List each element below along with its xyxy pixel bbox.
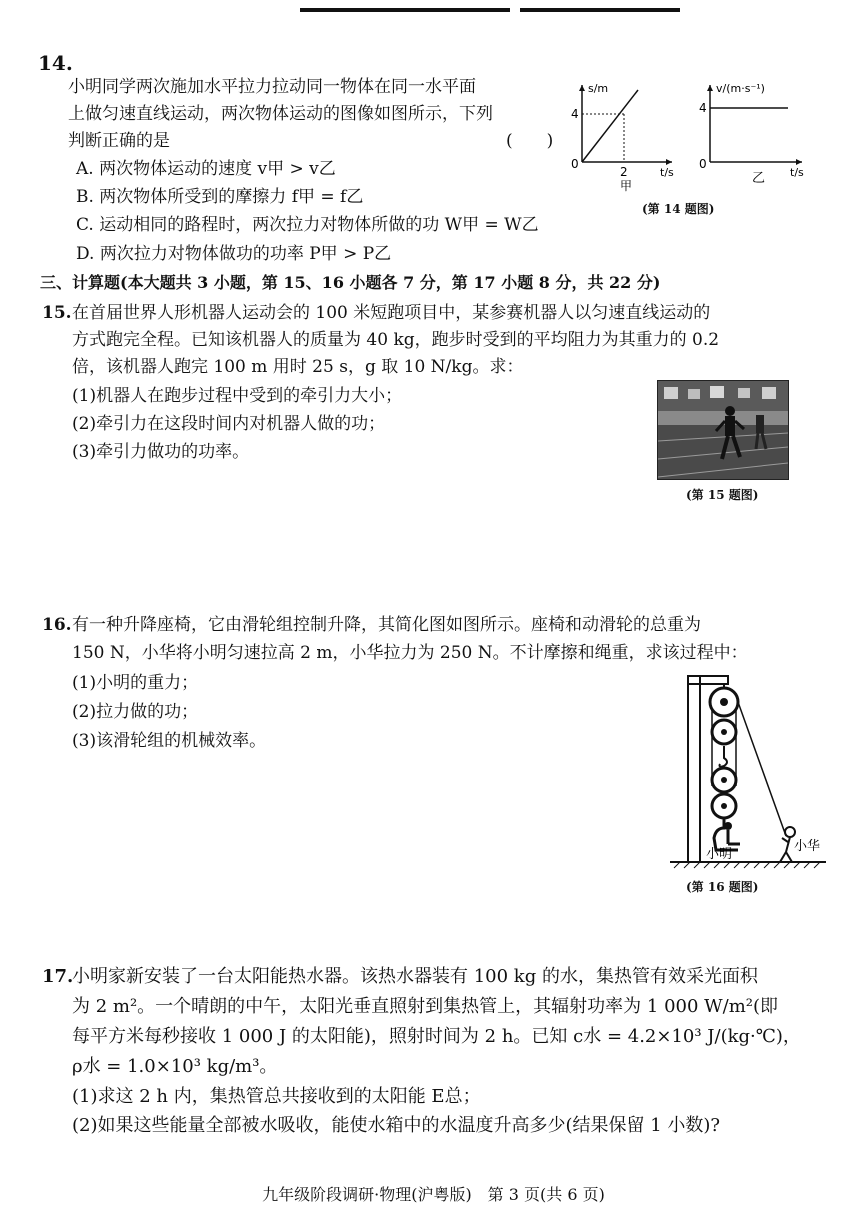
graph-yi-vt xyxy=(690,80,815,195)
question-number: 15. xyxy=(42,303,72,323)
graph-ytick: 4 xyxy=(699,101,707,115)
question-text: 倍，该机器人跑完 100 m 用时 25 s，g 取 10 N/kg。求： xyxy=(72,357,524,377)
section-heading: 三、计算题(本大题共 3 小题，第 15、16 小题各 7 分，第 17 小题 8 分，共 22 分) xyxy=(40,273,661,292)
graph-ytick: 4 xyxy=(571,107,579,121)
option-c: C. 运动相同的路程时，两次拉力对物体所做的功 W甲 = W乙 xyxy=(76,215,539,235)
label-xiaoming: 小明 xyxy=(706,847,733,862)
figure-caption: (第 15 题图) xyxy=(686,488,759,502)
question-number: 14. xyxy=(38,51,73,75)
figure-caption: (第 14 题图) xyxy=(642,202,715,216)
sub-question: (1)小明的重力； xyxy=(72,673,199,693)
question-text: 为 2 m²。一个晴朗的中午，太阳光垂直照射到集热管上，其辐射功率为 1 000 W/m²(即 xyxy=(72,996,779,1017)
graph-origin: 0 xyxy=(571,157,579,171)
option-d: D. 两次拉力对物体做功的功率 P甲 > P乙 xyxy=(76,244,392,264)
question-text: 判断正确的是 xyxy=(68,131,170,151)
option-b: B. 两次物体所受到的摩擦力 f甲 = f乙 xyxy=(76,187,364,207)
label-xiaohua: 小华 xyxy=(794,839,821,854)
sub-question: (2)牵引力在这段时间内对机器人做的功； xyxy=(72,414,386,434)
graph-xtick: 2 xyxy=(620,165,628,179)
question-text: 在首届世界人形机器人运动会的 100 米短跑项目中，某参赛机器人以匀速直线运动的 xyxy=(72,303,711,323)
graph-name: 乙 xyxy=(752,171,766,186)
sub-question: (3)牵引力做功的功率。 xyxy=(72,442,250,462)
sub-question: (2)拉力做的功； xyxy=(72,702,199,722)
robot-race-photo xyxy=(657,380,789,480)
answer-paren: ( ) xyxy=(506,131,554,151)
graph-jia-st xyxy=(562,80,682,195)
question-text: 有一种升降座椅，它由滑轮组控制升降，其简化图如图所示。座椅和动滑轮的总重为 xyxy=(72,615,701,635)
graph-xlabel: t/s xyxy=(660,166,674,179)
top-border-line xyxy=(300,8,510,12)
page-footer: 九年级阶段调研·物理(沪粤版) 第 3 页(共 6 页) xyxy=(262,1185,605,1204)
sub-question: (2)如果这些能量全部被水吸收，能使水箱中的水温度升高多少(结果保留 1 小数)? xyxy=(72,1115,721,1136)
sub-question: (1)机器人在跑步过程中受到的牵引力大小； xyxy=(72,386,403,406)
figure-caption: (第 16 题图) xyxy=(686,880,759,894)
question-text: ρ水 = 1.0×10³ kg/m³。 xyxy=(72,1056,278,1077)
question-text: 小明家新安装了一台太阳能热水器。该热水器装有 100 kg 的水，集热管有效采光面积 xyxy=(72,966,758,987)
option-a: A. 两次物体运动的速度 v甲 > v乙 xyxy=(76,159,336,179)
question-text: 150 N，小华将小明匀速拉高 2 m，小华拉力为 250 N。不计摩擦和绳重，求该过程中： xyxy=(72,643,748,663)
graph-origin: 0 xyxy=(699,157,707,171)
graph-xlabel: t/s xyxy=(790,166,804,179)
question-number: 16. xyxy=(42,615,72,635)
graph-ylabel: v/(m·s⁻¹) xyxy=(716,82,765,95)
top-border-line xyxy=(520,8,680,12)
question-text: 小明同学两次施加水平拉力拉动同一物体在同一水平面 xyxy=(68,77,476,97)
question-text: 每平方米每秒接收 1 000 J 的太阳能)，照射时间为 2 h。已知 c水 = 4.2×10³ J/(kg·℃)， xyxy=(72,1026,801,1047)
question-text: 方式跑完全程。已知该机器人的质量为 40 kg，跑步时受到的平均阻力为其重力的 0.2 xyxy=(72,330,720,350)
sub-question: (1)求这 2 h 内，集热管总共接收到的太阳能 E总； xyxy=(72,1086,481,1107)
graph-ylabel: s/m xyxy=(588,82,609,95)
question-text: 上做匀速直线运动，两次物体运动的图像如图所示，下列 xyxy=(68,104,493,124)
graph-name: 甲 xyxy=(620,179,633,193)
question-number: 17. xyxy=(42,966,74,987)
sub-question: (3)该滑轮组的机械效率。 xyxy=(72,731,267,751)
pulley-diagram xyxy=(668,668,828,873)
